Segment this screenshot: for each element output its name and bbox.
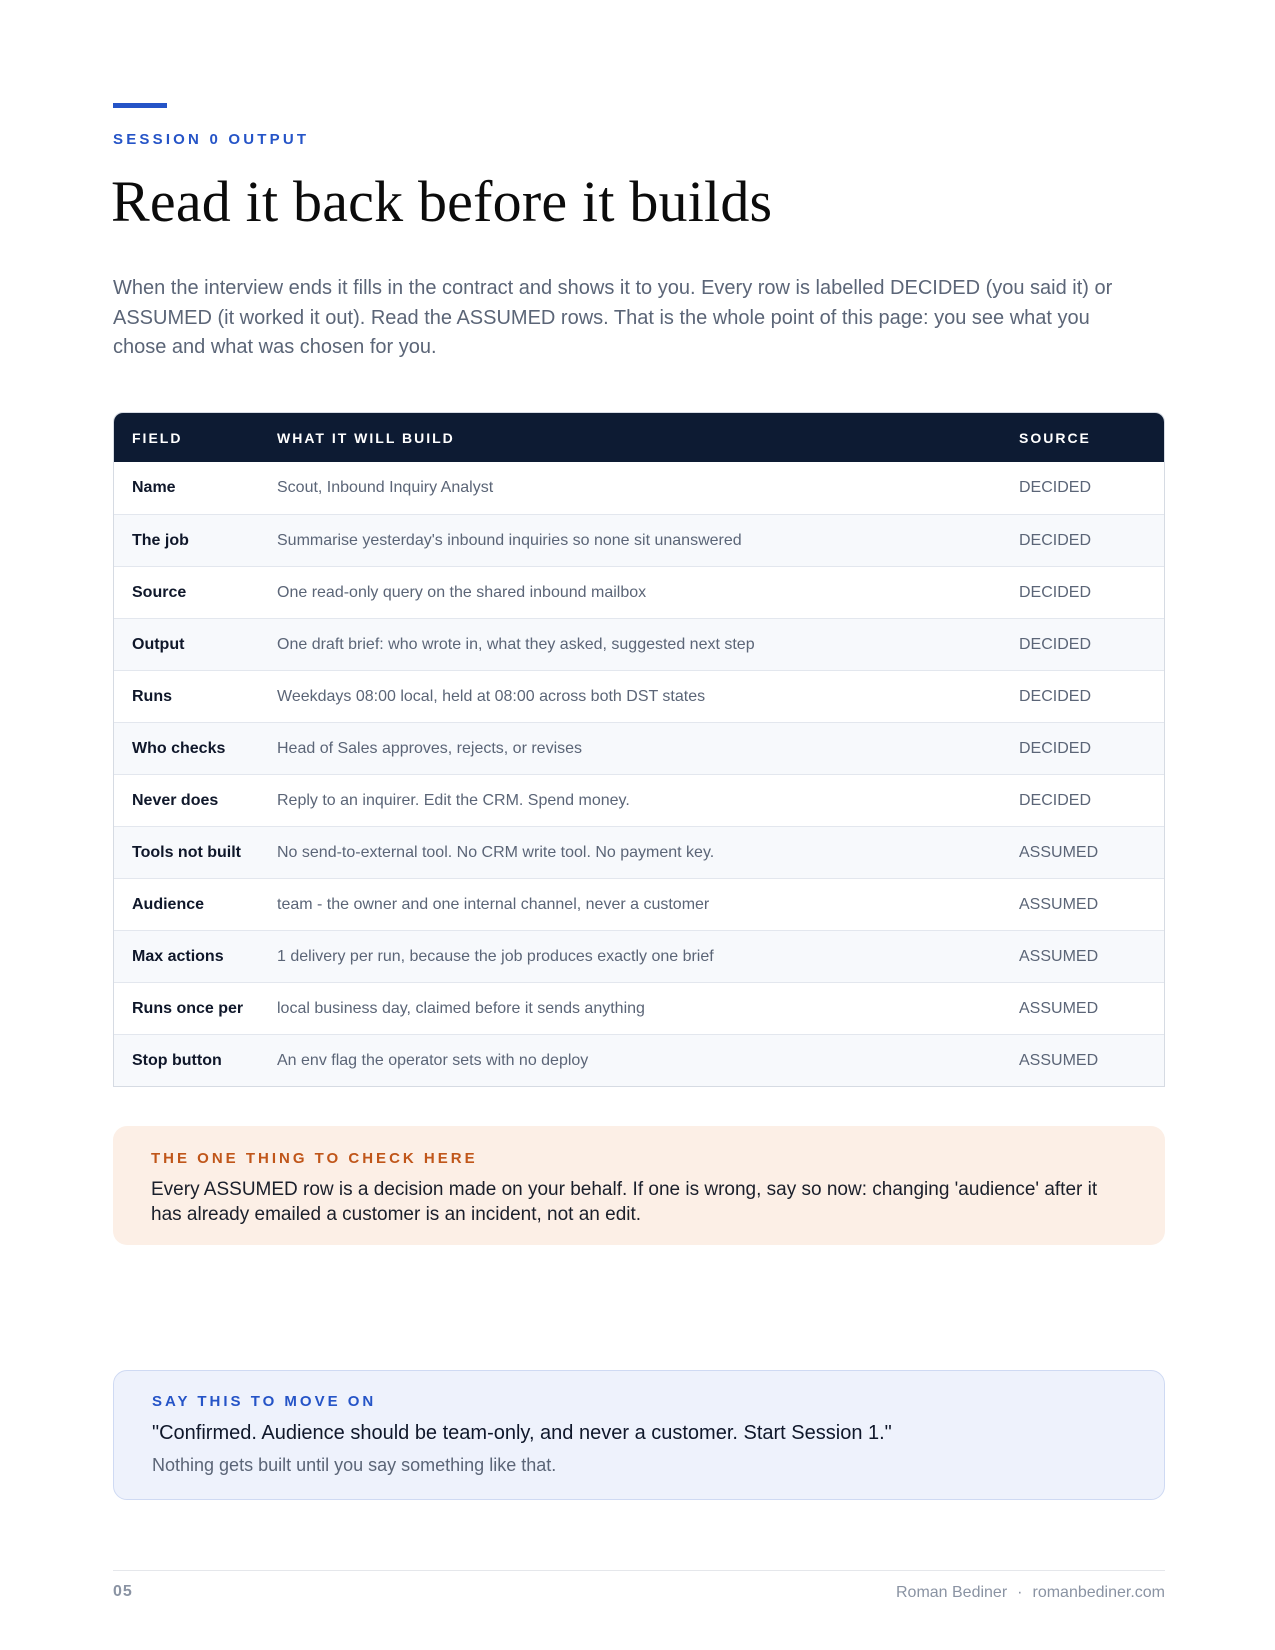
footer-site: romanbediner.com [1032,1584,1165,1601]
cell-source: DECIDED [1019,635,1092,653]
table-row [114,982,1164,1034]
check-callout [113,1126,1165,1245]
table-row [114,618,1164,670]
cell-build: 1 delivery per run, because the job produces exactly one brief [277,947,714,965]
table-row [114,566,1164,618]
cell-field: Runs once per [132,999,244,1017]
cell-field: The job [132,531,189,549]
table-row [114,774,1164,826]
footer-author: Roman Bediner [895,1584,1008,1601]
column-header-build: WHAT IT WILL BUILD [277,429,455,446]
cell-field: Name [132,479,176,496]
cell-source: DECIDED [1019,791,1092,809]
table-row [114,1034,1164,1086]
table-row [114,514,1164,566]
cell-field: Runs [132,687,172,705]
check-callout-text: Every ASSUMED row is a decision made on your behalf. If one is wrong, say so now: changing 'audience' after it has already emailed a customer is an incident, not an edit. [151,1179,1098,1225]
cell-field: Audience [132,895,205,913]
cell-source: DECIDED [1019,739,1092,757]
cell-field: Output [132,635,185,653]
footer-credits [896,1584,1165,1602]
cell-field: Tools not built [132,843,242,861]
move-on-note: Nothing gets built until you say something like that. [152,1455,557,1475]
cell-source: DECIDED [1019,531,1092,549]
cell-build: Reply to an inquirer. Edit the CRM. Spend money. [277,791,630,809]
cell-source: DECIDED [1019,687,1092,705]
table-row [114,826,1164,878]
cell-build: Head of Sales approves, rejects, or revises [277,739,583,757]
cell-field: Who checks [132,739,226,757]
cell-build: Weekdays 08:00 local, held at 08:00 across both DST states [277,687,706,705]
cell-build: An env flag the operator sets with no deploy [277,1051,589,1069]
cell-source: DECIDED [1019,479,1092,496]
cell-build: Scout, Inbound Inquiry Analyst [277,479,494,496]
cell-build: No send-to-external tool. No CRM write tool. No payment key. [277,843,715,861]
cell-field: Never does [132,791,219,809]
table-row [114,722,1164,774]
table-header [114,413,1164,462]
cell-source: DECIDED [1019,583,1092,601]
contract-table [113,412,1165,1087]
cell-field: Stop button [132,1051,222,1069]
cell-source: ASSUMED [1019,843,1099,861]
table-row [114,670,1164,722]
table-body [114,462,1164,1086]
cell-build: team - the owner and one internal channel, never a customer [277,895,710,913]
page-title: Read it back before it builds [111,169,773,234]
cell-field: Max actions [132,947,224,965]
cell-source: ASSUMED [1019,895,1099,913]
cell-build: One draft brief: who wrote in, what they asked, suggested next step [277,635,755,653]
footer-divider [113,1570,1165,1571]
cell-build: Summarise yesterday's inbound inquiries so none sit unanswered [277,531,742,549]
column-header-field: FIELD [132,429,183,446]
cell-build: local business day, claimed before it sends anything [277,999,645,1017]
cell-source: ASSUMED [1019,947,1099,965]
cell-build: One read-only query on the shared inbound mailbox [277,583,647,601]
move-on-quote: "Confirmed. Audience should be team-only, and never a customer. Start Session 1." [152,1422,892,1444]
cell-source: ASSUMED [1019,999,1099,1017]
intro-paragraph: When the interview ends it fills in the contract and shows it to you. Every row is labelled DECIDED (you said it) or ASSUMED (it worked it out). Read the ASSUMED rows. That is the whole point of this page: you see what you chose and what was chosen for you. [113,277,1113,358]
check-callout-label: THE ONE THING TO CHECK HERE [151,1150,478,1167]
column-header-source: SOURCE [1019,429,1091,446]
accent-rule [113,103,167,108]
footer-separator: · [1017,1584,1023,1601]
cell-source: ASSUMED [1019,1051,1099,1069]
move-on-label: SAY THIS TO MOVE ON [152,1393,377,1410]
move-on-callout [113,1370,1165,1500]
page-number: 05 [113,1583,133,1600]
table-row [114,878,1164,930]
table-row [114,462,1164,514]
table-row [114,930,1164,982]
cell-field: Source [132,583,187,601]
section-eyebrow: SESSION 0 OUTPUT [113,131,310,148]
